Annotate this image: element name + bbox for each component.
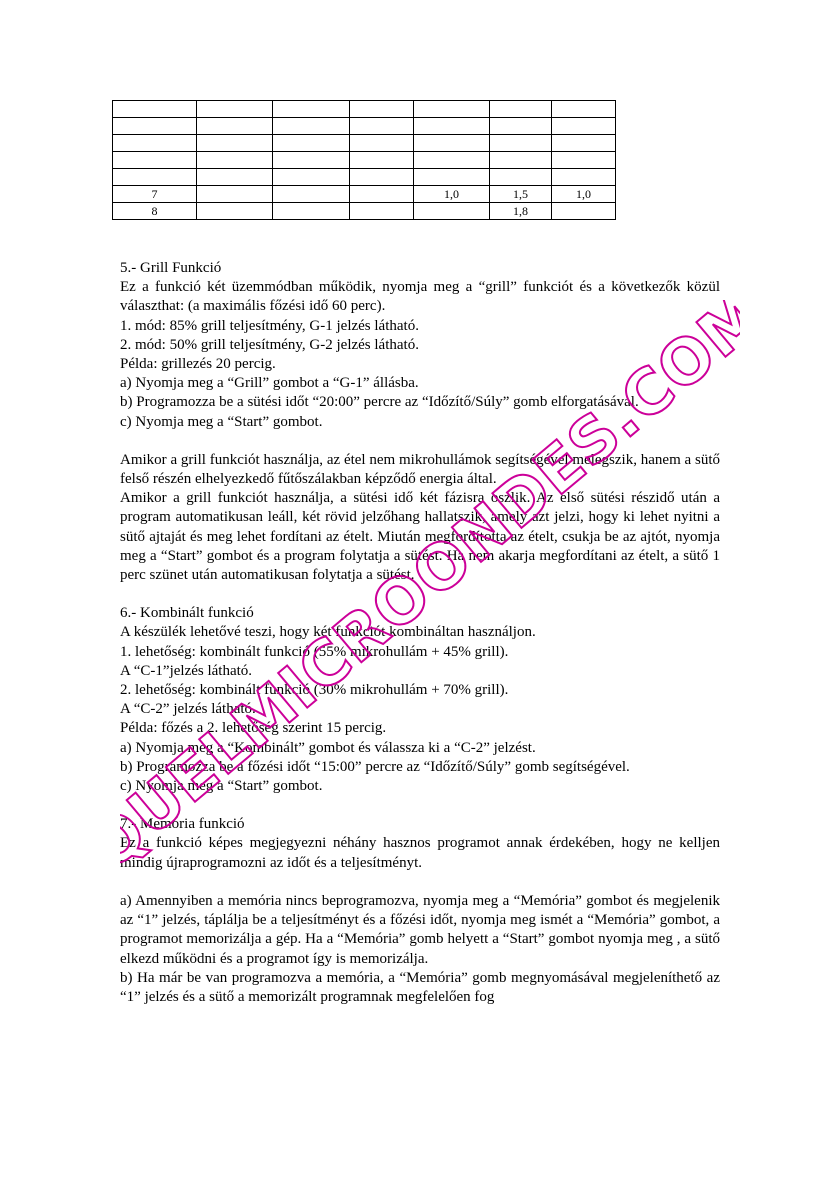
paragraph: a) Nyomja meg a “Grill” gombot a “G-1” állásba. <box>120 375 419 392</box>
table-cell <box>273 118 350 135</box>
section-heading-combined: 6.- Kombinált funkció <box>120 605 254 622</box>
spacer <box>120 585 720 604</box>
table-cell <box>490 169 552 186</box>
table-cell <box>552 152 616 169</box>
paragraph: b) Programozza be a főzési időt “15:00” percre az “Időzítő/Súly” gomb segítségével. <box>120 758 630 775</box>
table-cell <box>273 203 350 220</box>
table-cell <box>197 135 273 152</box>
paragraph: a) Nyomja meg a “Kombinált” gombot és válassza ki a “C-2” jelzést. <box>120 739 536 756</box>
paragraph: Amikor a grill funkciót használja, az étel nem mikrohullámok segítségével melegszik, hanem a sütő felső részén elhelyezkedő fűtőszálakban képződő energia által. <box>120 451 720 488</box>
paragraph: A “C-1”jelzés látható. <box>120 662 253 679</box>
table-cell <box>414 135 490 152</box>
paragraph: Példa: főzés a 2. lehetőség szerint 15 percig. <box>120 720 387 737</box>
table-cell: 1,8 <box>490 203 552 220</box>
table-cell <box>552 203 616 220</box>
section-heading-grill: 5.- Grill Funkció <box>120 260 222 276</box>
table-cell <box>113 101 197 118</box>
table-cell <box>552 101 616 118</box>
paragraph: A “C-2” jelzés látható. <box>120 701 256 718</box>
table-cell <box>273 186 350 203</box>
table-cell <box>273 135 350 152</box>
table-cell <box>197 169 273 186</box>
table-cell <box>113 169 197 186</box>
paragraph: Ez a funkció képes megjegyezni néhány hasznos programot annak érdekében, hogy ne kelljen mindig újraprogramozni az időt és a teljesítményt. <box>120 835 720 871</box>
table-row <box>113 169 616 186</box>
paragraph: Amikor a grill funkciót használja, a sütési idő két fázisra oszlik. Az első sütési részidő után a program automatikusan leáll, két rövid jelzőhang hallatszik, amely azt jelzi, hogy ki lehet nyitni a sütő ajtaját és meg lehet fordítani az ételt. Miután megfordította az ételt, csukja be az ajtót, nyomja meg a “Start” gombot és a program folytatja a sütést. Ha nem akarja megfordítani az ételt, a sütő 1 perc szünet után automatikusan folytatja a sütést. <box>120 490 720 584</box>
document-body <box>120 259 720 1007</box>
table-cell <box>490 152 552 169</box>
paragraph: 1. lehetőség: kombinált funkció (55% mikrohullám + 45% grill). <box>120 643 509 660</box>
paragraph: b) Programozza be a sütési időt “20:00” percre az “Időzítő/Súly” gomb elforgatásával. <box>120 394 639 411</box>
table-cell <box>350 203 414 220</box>
paragraph: Ez a funkció két üzemmódban működik, nyomja meg a “grill” funkciót és a következők közül választhat: (a maximális főzési idő 60 perc). <box>120 279 720 315</box>
table-cell <box>197 152 273 169</box>
table-cell <box>273 101 350 118</box>
spacer <box>120 796 720 815</box>
paragraph: c) Nyomja meg a “Start” gombot. <box>120 778 323 795</box>
table-row <box>113 135 616 152</box>
section-heading-memory: 7.- Memória funkció <box>120 816 245 833</box>
table-cell <box>552 169 616 186</box>
paragraph: a) Amennyiben a memória nincs beprogramozva, nyomja meg a “Memória” gombot és megjelenik az “1” jelzés, táplálja be a teljesítményt és a főzési időt, nyomja meg ismét a “Memória” gombot, a programot memorizálja a gép. Ha a “Memória” gomb helyett a “Start” gombot nyomja meg , a sütő elkezd működni és a programot így is memorizálja. <box>120 892 720 967</box>
table-cell <box>414 203 490 220</box>
table-cell <box>197 101 273 118</box>
table-cell <box>552 135 616 152</box>
data-table <box>112 100 616 220</box>
table-cell <box>350 135 414 152</box>
paragraph: Példa: grillezés 20 percig. <box>120 356 276 373</box>
table-cell <box>490 135 552 152</box>
table-cell <box>197 118 273 135</box>
table-cell <box>490 118 552 135</box>
table-cell <box>414 152 490 169</box>
table-row <box>113 203 616 220</box>
table-row <box>113 101 616 118</box>
table-cell: 1,0 <box>414 186 490 203</box>
table-row <box>113 152 616 169</box>
spacer <box>120 432 720 451</box>
table-cell <box>350 152 414 169</box>
paragraph: b) Ha már be van programozva a memória, a “Memória” gomb megnyomásával megjeleníthető az “1” jelzés és a sütő a memorizált programnak megfelelően fog <box>120 969 720 1005</box>
table-cell <box>113 135 197 152</box>
table-row <box>113 118 616 135</box>
paragraph: c) Nyomja meg a “Start” gombot. <box>120 413 323 430</box>
table-cell <box>197 186 273 203</box>
paragraph: 2. lehetőség: kombinált funkció (30% mikrohullám + 70% grill). <box>120 682 509 699</box>
table-cell: 8 <box>113 203 197 220</box>
table-cell <box>350 169 414 186</box>
table-row <box>113 186 616 203</box>
table-cell <box>490 101 552 118</box>
table-cell: 7 <box>113 186 197 203</box>
table-cell <box>350 101 414 118</box>
table-cell <box>414 101 490 118</box>
spacer <box>120 873 720 892</box>
paragraph: A készülék lehetővé teszi, hogy két funkciót kombináltan használjon. <box>120 624 536 641</box>
table-cell <box>113 152 197 169</box>
table-cell <box>113 118 197 135</box>
table-cell <box>273 152 350 169</box>
table-cell <box>350 186 414 203</box>
paragraph: 1. mód: 85% grill teljesítmény, G-1 jelzés látható. <box>120 317 419 334</box>
table-cell <box>350 118 414 135</box>
table-cell: 1,5 <box>490 186 552 203</box>
table-cell <box>414 118 490 135</box>
table-cell <box>552 118 616 135</box>
table-cell <box>197 203 273 220</box>
table-cell <box>414 169 490 186</box>
watermark-text: QUELMICROONDES.COM <box>120 300 740 870</box>
paragraph: 2. mód: 50% grill teljesítmény, G-2 jelzés látható. <box>120 336 419 353</box>
table-cell <box>273 169 350 186</box>
table-cell: 1,0 <box>552 186 616 203</box>
